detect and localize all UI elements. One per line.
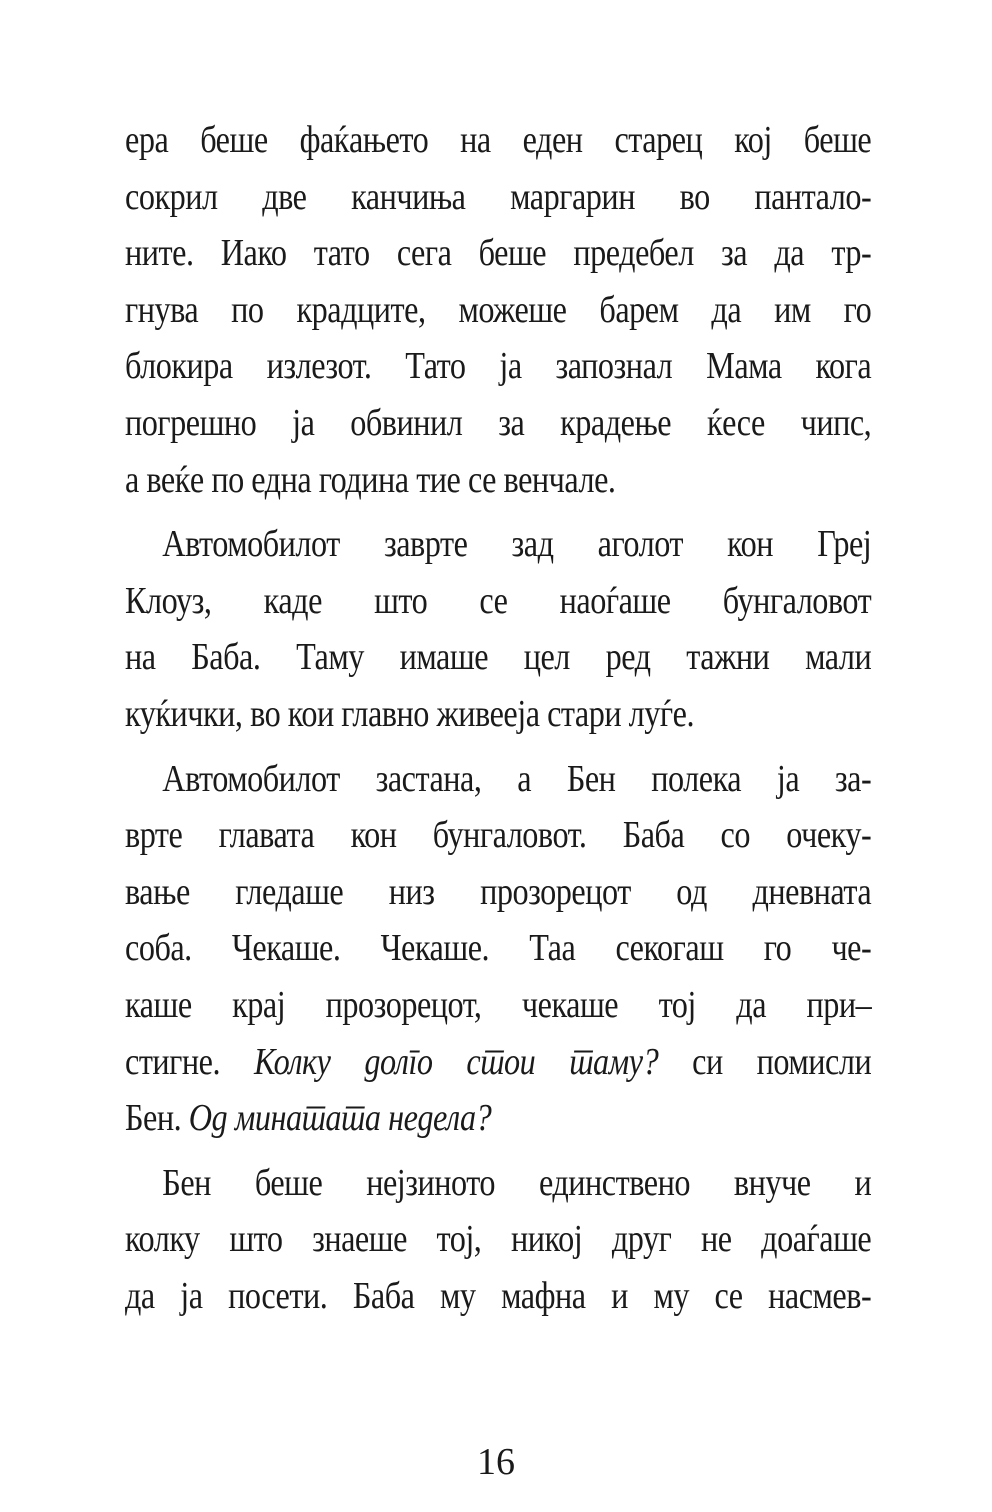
text-segment: Бен.: [125, 1097, 189, 1140]
text-line: сокрил две канчиња маргарин во пантало-: [125, 175, 872, 218]
text-line: колку што знаеше тој, никој друг не доаѓаше: [125, 1218, 872, 1261]
text-line: [125, 1034, 871, 1091]
text-line: куќички, во кои главно живееја стари луѓе.: [125, 692, 695, 735]
text-line: гнува по крадците, можеше барем да им го: [125, 288, 872, 331]
text-segment-italic: Колку долго стои таму?: [253, 1040, 659, 1083]
paragraph-3: [125, 751, 871, 1147]
page-number: 16: [477, 1441, 515, 1483]
text-line: Автомобилот заврте зад аголот кон Греј: [162, 523, 872, 566]
text-line: ера беше фаќањето на еден старец кој беше: [125, 119, 872, 161]
text-segment-italic: Од минатата недела?: [188, 1097, 492, 1140]
paragraph-2: [125, 516, 871, 742]
text-line: врте главата кон бунгаловот. Баба со очеку-: [125, 814, 872, 857]
text-line: [125, 1090, 871, 1147]
text-line: ните. Иако тато сега беше предебел за да тр-: [125, 232, 872, 275]
text-line: каше крај прозорецот, чекаше тој да при–: [125, 983, 872, 1026]
text-segment: стигне.: [125, 1040, 254, 1083]
paragraph-4: [125, 1155, 871, 1325]
text-line: соба. Чекаше. Чекаше. Таа секогаш го че-: [125, 927, 872, 970]
text-line: Автомобилот застана, а Бен полека ја за-: [162, 757, 872, 800]
text-line: погрешно ја обвинил за крадење ќесе чипс,: [125, 401, 872, 444]
text-line: на Баба. Таму имаше цел ред тажни мали: [125, 636, 872, 679]
text-line: Бен беше нејзиното единствено внуче и: [162, 1161, 872, 1204]
paragraph-1: [125, 112, 871, 508]
text-line: блокира излезот. Тато ја запознал Мама кога: [125, 345, 872, 388]
text-line: а веќе по една година тие се венчале.: [125, 458, 616, 501]
text-line: да ја посети. Баба му мафна и му се насмев-: [125, 1274, 872, 1317]
text-line: Клоуз, каде што се наоѓаше бунгаловот: [125, 579, 872, 622]
text-block: [125, 112, 871, 1324]
text-line: вање гледаше низ прозорецот од дневната: [125, 870, 872, 913]
text-segment: си помисли: [658, 1040, 872, 1083]
